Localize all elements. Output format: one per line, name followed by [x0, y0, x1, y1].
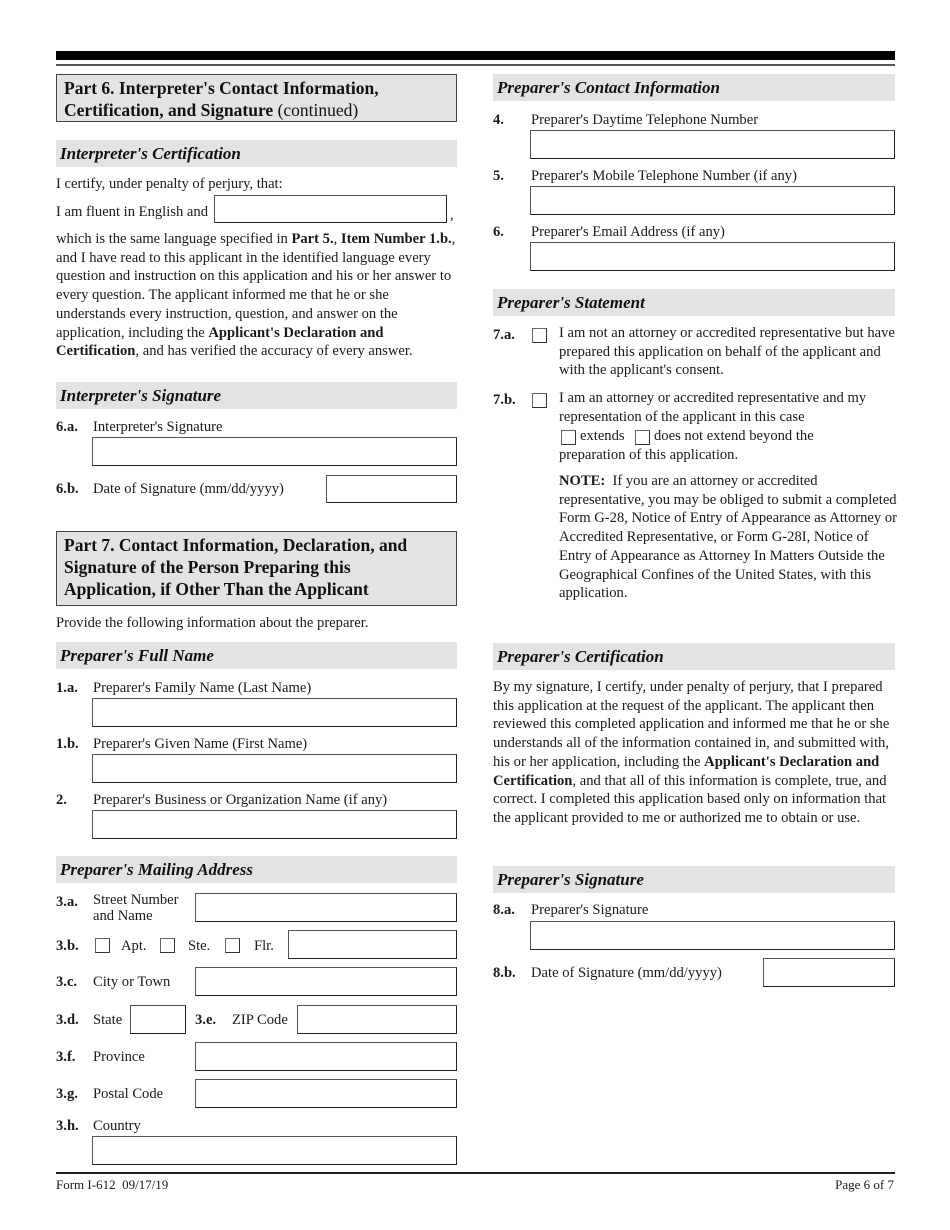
business-name-label: Preparer's Business or Organization Name (if any)	[93, 792, 388, 808]
does-not-extend-label: does not extend beyond the	[654, 428, 814, 444]
body-text: which is the same language specified in	[56, 231, 292, 247]
street-label-line1: Street Number	[93, 892, 179, 908]
family-name-field[interactable]	[92, 698, 457, 727]
item-number: 1.b.	[56, 736, 79, 752]
item-number: 6.a.	[56, 419, 78, 435]
preparer-date-label: Date of Signature (mm/dd/yyyy)	[531, 965, 722, 981]
part6-title-line1: Part 6. Interpreter's Contact Information,	[64, 78, 379, 98]
preparer-mailing-address-heading: Preparer's Mailing Address	[56, 856, 457, 883]
state-label: State	[93, 1012, 123, 1028]
country-label: Country	[93, 1118, 141, 1134]
preparer-signature-heading: Preparer's Signature	[493, 866, 895, 893]
interpreter-date-field[interactable]	[326, 475, 457, 503]
part7-title-line2: Signature of the Person Preparing this	[64, 557, 351, 577]
body-text: , and that all of this information is complete, true, and correct. I completed this application based only on information that the applicant provided to me or authorized me to obtain or use.	[493, 772, 887, 826]
body-bold: Part 5.	[291, 231, 334, 247]
interpreter-signature-label: Interpreter's Signature	[93, 419, 223, 435]
family-name-label: Preparer's Family Name (Last Name)	[93, 680, 312, 696]
preparer-signature-field[interactable]	[530, 921, 895, 950]
not-attorney-text: I am not an attorney or accredited representative but have prepared this application on behalf of the applicant and with the applicant's consent.	[559, 325, 895, 379]
province-field[interactable]	[195, 1042, 457, 1071]
preparer-certification-heading: Preparer's Certification	[493, 643, 895, 670]
street-field[interactable]	[195, 893, 457, 922]
mobile-phone-label: Preparer's Mobile Telephone Number (if any)	[531, 168, 797, 184]
preparer-contact-heading: Preparer's Contact Information	[493, 74, 895, 101]
item-number: 3.c.	[56, 974, 78, 990]
fluent-comma: ,	[450, 207, 454, 223]
mobile-phone-field[interactable]	[530, 186, 895, 215]
state-field[interactable]	[130, 1005, 186, 1034]
body-bold: Applicant's Declaration and Certification	[493, 753, 880, 789]
interpreter-certification-heading: Interpreter's Certification	[56, 140, 457, 167]
item-number: 6.b.	[56, 481, 79, 497]
header-thick-rule	[56, 51, 895, 60]
item-number: 3.g.	[56, 1086, 78, 1102]
preparer-date-field[interactable]	[763, 958, 895, 987]
item-number: 3.b.	[56, 938, 79, 954]
attorney-checkbox[interactable]	[532, 393, 547, 408]
daytime-phone-label: Preparer's Daytime Telephone Number	[531, 112, 759, 128]
note-text	[559, 472, 901, 603]
attorney-text-line1: I am an attorney or accredited representative and my	[559, 390, 867, 406]
part7-title-line3: Application, if Other Than the Applicant	[64, 579, 369, 599]
not-attorney-checkbox[interactable]	[532, 328, 547, 343]
body-text: ,	[333, 231, 341, 247]
given-name-label: Preparer's Given Name (First Name)	[93, 736, 308, 752]
item-number: 3.d.	[56, 1012, 79, 1028]
interpreter-signature-field[interactable]	[92, 437, 457, 466]
item-number: 5.	[493, 168, 504, 184]
item-number: 7.b.	[493, 392, 516, 408]
business-name-field[interactable]	[92, 810, 457, 839]
flr-checkbox[interactable]	[225, 938, 240, 953]
preparer-full-name-heading: Preparer's Full Name	[56, 642, 457, 669]
body-bold: Item Number 1.b.	[340, 231, 452, 247]
item-number: 6.	[493, 224, 504, 240]
ste-label: Ste.	[188, 938, 211, 954]
part7-title-line1: Part 7. Contact Information, Declaration, and	[64, 535, 408, 555]
extends-checkbox[interactable]	[561, 430, 576, 445]
body-text: , and I have read to this applicant in the identified language every question and instruction on this application and his or her answer to every question. The applicant informed me that he or she understands every instruction, question, and answer on the application, including the	[56, 231, 456, 341]
certification-intro: I certify, under penalty of perjury, that:	[56, 176, 283, 192]
preparer-signature-label: Preparer's Signature	[531, 902, 649, 918]
fluent-label: I am fluent in English and	[56, 204, 208, 220]
item-number: 7.a.	[493, 327, 515, 343]
zip-field[interactable]	[297, 1005, 457, 1034]
preparer-statement-heading: Preparer's Statement	[493, 289, 895, 316]
apt-checkbox[interactable]	[95, 938, 110, 953]
street-label	[93, 893, 179, 924]
postal-code-label: Postal Code	[93, 1086, 164, 1102]
part7-title	[56, 531, 457, 606]
flr-label: Flr.	[254, 938, 274, 954]
part6-title-line2: Certification, and Signature	[64, 100, 274, 120]
body-text: By my signature, I certify, under penalty of perjury, that I prepared this application at the request of the applicant. The applicant then reviewed this completed application and informed me that he or she understands all of the information contained in, and submitted with, his or her application, including the	[493, 679, 890, 770]
province-label: Province	[93, 1049, 145, 1065]
email-label: Preparer's Email Address (if any)	[531, 224, 725, 240]
header-thin-rule	[56, 64, 895, 66]
part6-title	[56, 74, 457, 122]
postal-code-field[interactable]	[195, 1079, 457, 1108]
item-number: 3.a.	[56, 894, 78, 910]
form-id: Form I-612 09/17/19	[56, 1177, 169, 1192]
item-number: 8.b.	[493, 965, 516, 981]
attorney-text-line4: preparation of this application.	[559, 447, 739, 463]
footer-rule	[56, 1172, 895, 1174]
zip-label: ZIP Code	[232, 1012, 288, 1028]
note-body: If you are an attorney or accredited representative, you may be obliged to submit a completed Form G-28, Notice of Entry of Appearance as Attorney or Accredited Representative, or Form G-28I, Notice of Entry of Appearance as Attorney In Matters Outside the Geographical Confines of the United States, with this application.	[559, 473, 901, 602]
apt-label: Apt.	[121, 938, 147, 954]
language-field[interactable]	[214, 195, 447, 223]
part7-intro: Provide the following information about the preparer.	[56, 615, 369, 631]
country-field[interactable]	[92, 1136, 457, 1165]
body-text: , and has verified the accuracy of every answer.	[135, 343, 413, 360]
body-bold: Applicant's Declaration and Certification	[56, 324, 384, 360]
item-number: 4.	[493, 112, 504, 128]
does-not-extend-checkbox[interactable]	[635, 430, 650, 445]
email-field[interactable]	[530, 242, 895, 271]
item-number: 2.	[56, 792, 67, 808]
ste-checkbox[interactable]	[160, 938, 175, 953]
preparer-certification-body	[493, 678, 905, 828]
given-name-field[interactable]	[92, 754, 457, 783]
interpreter-signature-heading: Interpreter's Signature	[56, 382, 457, 409]
city-label: City or Town	[93, 974, 171, 990]
extends-label: extends	[580, 428, 625, 444]
interpreter-date-label: Date of Signature (mm/dd/yyyy)	[93, 481, 284, 497]
page-number: Page 6 of 7	[835, 1177, 894, 1192]
part6-continued: (continued)	[273, 100, 359, 120]
item-number: 8.a.	[493, 902, 515, 918]
item-number: 3.f.	[56, 1049, 76, 1065]
certification-body	[56, 230, 459, 361]
item-number: 1.a.	[56, 680, 78, 696]
street-label-line2: and Name	[93, 907, 153, 924]
note-label: NOTE:	[559, 473, 606, 489]
unit-number-field[interactable]	[288, 930, 457, 959]
item-number: 3.e.	[195, 1012, 217, 1028]
daytime-phone-field[interactable]	[530, 130, 895, 159]
attorney-text-line2: representation of the applicant in this case	[559, 409, 805, 425]
city-field[interactable]	[195, 967, 457, 996]
item-number: 3.h.	[56, 1118, 79, 1134]
